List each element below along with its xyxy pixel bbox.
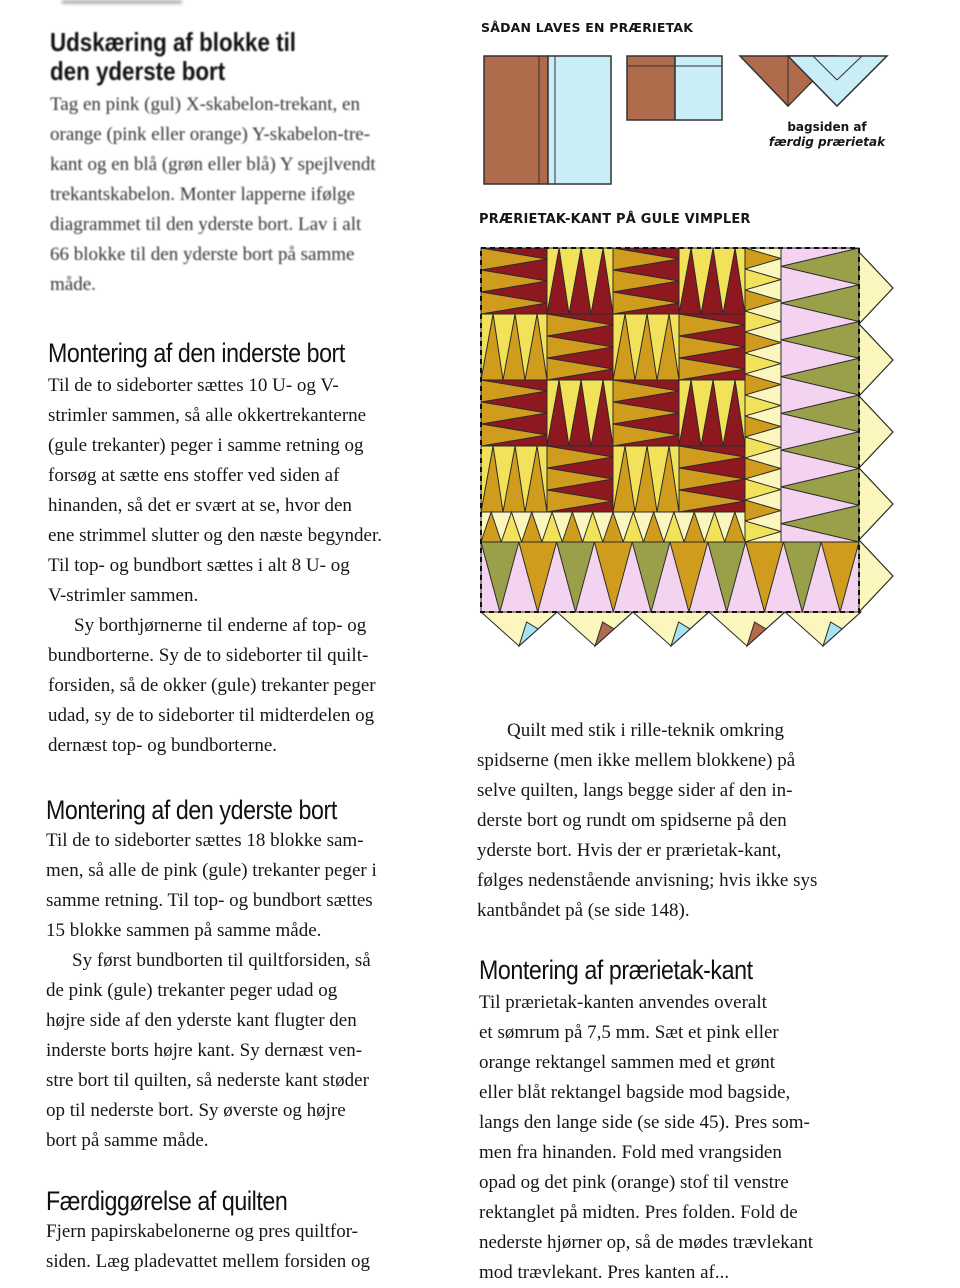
text-line: eller blåt rektangel bagside mod bagside, <box>479 1082 791 1103</box>
quilting-paragraph <box>477 716 817 926</box>
top-fragment <box>62 0 182 4</box>
text-line: udad, sy de to sideborter til midterdelen og <box>48 705 375 726</box>
prairie-point <box>785 612 861 646</box>
prairie-point <box>859 396 893 468</box>
prairie-point <box>859 540 893 612</box>
section-body <box>479 988 813 1288</box>
text-line: derste bort og rundt om spidserne på den <box>477 810 787 831</box>
text-line: stre bort til quilten, så nederste kant støder <box>46 1070 369 1091</box>
step-2-folded <box>627 56 722 120</box>
text-line: dernæst top- og bundborterne. <box>48 735 278 756</box>
heading-line: Udskæring af blokke til <box>50 27 297 57</box>
text-line: forsøg at sætte ens stoffer ved siden af <box>48 465 340 486</box>
text-line: mod trævlekant. Pres kanten af... <box>479 1262 730 1283</box>
text-line: siden. Læg pladevattet mellem forsiden og <box>46 1251 370 1272</box>
text-line: Til prærietak-kanten anvendes overalt <box>479 992 767 1013</box>
text-line: nederste hjørner op, så de mødes trævlekant <box>479 1232 813 1253</box>
figure-title-prairie-point: SÅDAN LAVES EN PRÆRIETAK <box>481 20 694 35</box>
text-line: trekantskabelon. Monter lapperne ifølge <box>50 184 355 205</box>
text-line: Fjern papirskabelonerne og pres quiltfor- <box>46 1221 358 1242</box>
text-line: Tag en pink (gul) X-skabelon-trekant, en <box>50 94 360 115</box>
text-line: hinanden, så det er svært at se, hvor den <box>48 495 352 516</box>
section-cutting-blocks <box>50 28 376 300</box>
section-body <box>50 90 376 300</box>
section-heading: Montering af prærietak-kant <box>479 955 753 985</box>
text-line: højre side af den yderste kant flugter den <box>46 1010 357 1031</box>
text-line: men, så alle de pink (gule) trekanter peger i <box>46 860 377 881</box>
text-line: kant og en blå (grøn eller blå) Y spejlvendt <box>50 154 376 175</box>
text-line: samme retning. Til top- og bundbort sættes <box>46 890 373 911</box>
section-heading: Montering af den inderste bort <box>48 338 345 368</box>
section-prairie-edge <box>479 955 813 1288</box>
text-line: rektanglet på midten. Pres folden. Fold de <box>479 1202 798 1223</box>
step-1-rectangles <box>484 56 611 184</box>
figure-title-border: PRÆRIETAK-KANT PÅ GULE VIMPLER <box>479 212 751 227</box>
text-line: strimler sammen, så alle okkertrekanterne <box>48 405 367 426</box>
text-line: inderste borts højre kant. Sy dernæst ven- <box>46 1040 363 1061</box>
text-line: Til de to sideborter sættes 18 blokke sam- <box>46 830 364 851</box>
prairie-point <box>859 252 893 324</box>
text-line: orange rektangel sammen med et grønt <box>479 1052 775 1073</box>
section-inner-border <box>48 338 393 761</box>
text-line: Til de to sideborter sættes 10 U- og V- <box>48 375 339 396</box>
section-body <box>46 1217 370 1277</box>
text-line: opad og det pink (orange) stof til venstre <box>479 1172 789 1193</box>
prairie-point <box>481 612 557 646</box>
prairie-point <box>633 612 709 646</box>
prairie-point-steps-figure <box>477 0 897 200</box>
text-line: yderste bort. Hvis der er prærietak-kant, <box>477 840 782 861</box>
section-body <box>46 826 384 1156</box>
prairie-point <box>557 612 633 646</box>
text-line: orange (pink eller orange) Y-skabelon-tre- <box>50 124 371 145</box>
prairie-point <box>709 612 785 646</box>
section-body <box>48 371 393 761</box>
section-heading <box>50 28 330 86</box>
text-line: spidserne (men ikke mellem blokkene) på <box>477 750 796 771</box>
figure-caption <box>762 120 892 150</box>
text-line: Sy først bundborten til quiltforsiden, så <box>72 950 371 971</box>
section-finishing <box>46 1186 370 1277</box>
text-line: op til nederste bort. Sy øverste og højre <box>46 1100 346 1121</box>
text-line: men fra hinanden. Fold med vrangsiden <box>479 1142 782 1163</box>
prairie-point-border-figure <box>477 240 897 665</box>
prairie-point <box>859 468 893 540</box>
text-line: ene strimmel slutter og den næste begynder. <box>48 525 383 546</box>
text-line: bort på samme måde. <box>46 1130 209 1151</box>
text-line: (gule trekanter) peger i samme retning og <box>48 435 364 456</box>
text-line: langs den lange side (se side 45). Pres som- <box>479 1112 810 1133</box>
text-line: Sy borthjørnerne til enderne af top- og <box>74 615 367 636</box>
text-line: et sømrum på 7,5 mm. Sæt et pink eller <box>479 1022 779 1043</box>
prairie-point <box>859 324 893 396</box>
text-line: 15 blokke sammen på samme måde. <box>46 920 322 941</box>
section-outer-border <box>46 795 384 1156</box>
section-heading: Færdiggørelse af quilten <box>46 1186 288 1216</box>
text-line: V-strimler sammen. <box>48 585 199 606</box>
text-line: forsiden, så de okker (gule) trekanter peger <box>48 675 376 696</box>
text-line: følges nedenstående anvisning; hvis ikke sys <box>477 870 818 891</box>
text-line: måde. <box>50 274 96 295</box>
caption-line: færdig prærietak <box>768 135 886 149</box>
text-line: Quilt med stik i rille-teknik omkring <box>507 720 785 741</box>
text-line: 66 blokke til den yderste bort på samme <box>50 244 355 265</box>
section-heading: Montering af den yderste bort <box>46 795 337 825</box>
text-line: kantbåndet på (se side 148). <box>477 900 690 921</box>
text-line: Til top- og bundbort sættes i alt 8 U- og <box>48 555 350 576</box>
text-line: diagrammet til den yderste bort. Lav i alt <box>50 214 362 235</box>
text-line: selve quilten, langs begge sider af den in- <box>477 780 793 801</box>
text-line: bundborterne. Sy de to sideborter til quilt- <box>48 645 369 666</box>
step-3-triangle <box>740 56 887 106</box>
caption-line: bagsiden af <box>787 120 867 134</box>
text-line: de pink (gule) trekanter peger udad og <box>46 980 338 1001</box>
heading-line: den yderste bort <box>50 56 226 86</box>
